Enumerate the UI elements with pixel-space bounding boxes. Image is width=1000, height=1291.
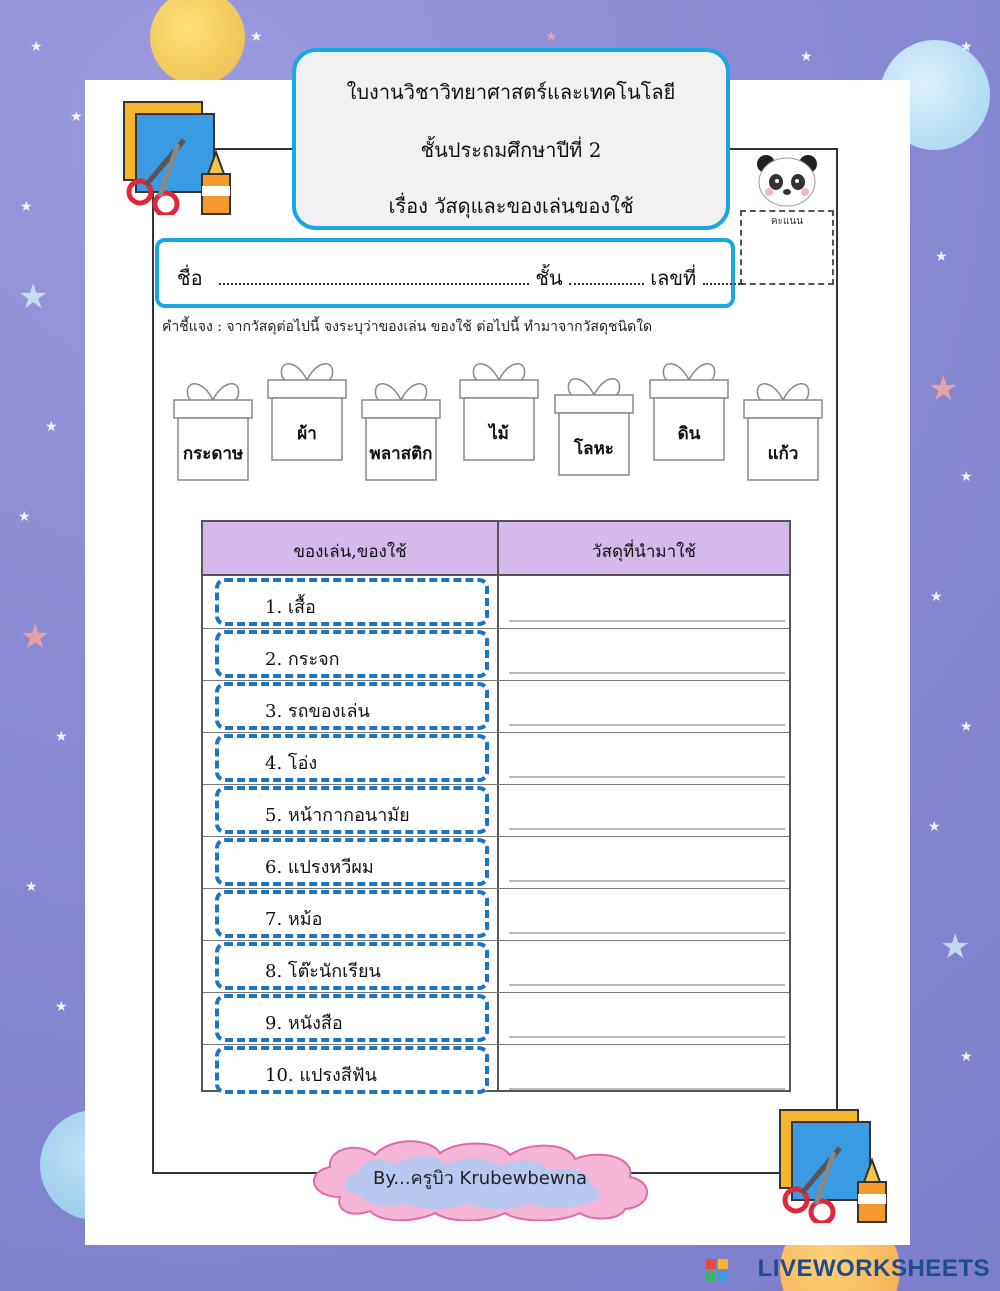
item-label: 5. หน้ากากอนามัย: [265, 805, 410, 826]
material-label: แก้ว: [767, 444, 799, 464]
table-row-item[interactable]: [215, 890, 489, 938]
lesson-topic: เรื่อง วัสดุและของเล่นของใช้: [388, 194, 634, 218]
item-label: 7. หม้อ: [265, 909, 323, 930]
answer-line[interactable]: [509, 828, 785, 830]
panda-icon: [752, 152, 822, 207]
class-field[interactable]: [569, 267, 644, 285]
star-icon: ★: [960, 469, 973, 485]
item-label: 3. รถของเล่น: [265, 701, 370, 722]
answer-line[interactable]: [509, 1088, 785, 1090]
material-label: กระดาษ: [182, 444, 244, 464]
material-label: ผ้า: [297, 424, 317, 444]
star-icon: ★: [960, 39, 973, 55]
score-box: [740, 210, 834, 285]
item-label: 10. แปรงสีฟัน: [265, 1065, 377, 1086]
score-label: คะแนน: [770, 216, 804, 227]
name-box: [155, 238, 735, 308]
material-label: ไม้: [489, 424, 509, 444]
name-row: [177, 262, 743, 294]
table-row-item[interactable]: [215, 682, 489, 730]
answer-line[interactable]: [509, 724, 785, 726]
row-divider: [203, 628, 789, 629]
row-divider: [203, 1044, 789, 1045]
gift-box-icon: [360, 370, 442, 500]
instruction-text: คำชี้แจง : จากวัสดุต่อไปนี้ จงระบุว่าของเล่น ของใช้ ต่อไปนี้ ทำมาจากวัสดุชนิดใด: [162, 319, 653, 335]
scissors-glue-icon: [778, 1108, 893, 1223]
star-icon: ★: [928, 819, 941, 835]
item-label: 1. เสื้อ: [265, 597, 316, 618]
table-row-item[interactable]: [215, 942, 489, 990]
material-box: [360, 370, 442, 500]
item-label: 2. กระจก: [265, 649, 340, 670]
yellow-planet: [150, 0, 245, 85]
star-icon: ★: [960, 719, 973, 735]
item-label: 8. โต๊ะนักเรียน: [265, 961, 381, 982]
star-icon: ★: [55, 999, 68, 1015]
star-icon: ★: [20, 199, 33, 215]
brand-wordmark[interactable]: LIVEWORKSHEETS: [757, 1255, 990, 1282]
table-row-item[interactable]: [215, 578, 489, 626]
table-header: [203, 522, 789, 576]
star-icon: ★: [70, 109, 83, 125]
gift-box-icon: [458, 350, 540, 480]
row-divider: [203, 940, 789, 941]
number-label: เลขที่: [650, 266, 697, 290]
star-icon: ★: [18, 509, 31, 525]
star-icon: ★: [250, 29, 263, 45]
star-icon: ★: [45, 419, 58, 435]
name-label: ชื่อ: [177, 266, 203, 290]
row-divider: [203, 784, 789, 785]
answer-line[interactable]: [509, 776, 785, 778]
gift-box-icon: [553, 365, 635, 495]
star-icon: ★: [930, 589, 943, 605]
material-box: [458, 350, 540, 480]
item-label: 6. แปรงหวีผม: [265, 857, 374, 878]
scissors-glue-icon: [122, 100, 237, 215]
table-row-item[interactable]: [215, 630, 489, 678]
gift-box-icon: [266, 350, 348, 480]
row-divider: [203, 732, 789, 733]
answer-line[interactable]: [509, 984, 785, 986]
gift-box-icon: [742, 370, 824, 500]
item-label: 4. โอ่ง: [265, 753, 318, 774]
star-icon: ★: [800, 49, 813, 65]
title-box: [292, 48, 730, 230]
credit-text: By...ครูบิว Krubewbewna: [372, 1168, 588, 1189]
material-label: ดิน: [677, 424, 701, 444]
item-label: 9. หนังสือ: [265, 1013, 343, 1034]
answer-line[interactable]: [509, 1036, 785, 1038]
answer-line[interactable]: [509, 672, 785, 674]
star-icon: ★: [545, 29, 558, 45]
grade-level: ชั้นประถมศึกษาปีที่ 2: [420, 138, 602, 162]
star-icon: ★: [928, 369, 959, 409]
star-icon: ★: [960, 1049, 973, 1065]
row-divider: [203, 836, 789, 837]
material-box: [553, 365, 635, 495]
name-field[interactable]: [219, 267, 529, 285]
material-box: [266, 350, 348, 480]
column-header-items: ของเล่น,ของใช้: [293, 542, 407, 562]
table-row-item[interactable]: [215, 1046, 489, 1094]
star-icon: ★: [18, 277, 49, 317]
row-divider: [203, 888, 789, 889]
row-divider: [203, 992, 789, 993]
star-icon: ★: [940, 927, 971, 967]
answer-line[interactable]: [509, 932, 785, 934]
row-divider: [203, 680, 789, 681]
column-header-materials: วัสดุที่นำมาใช้: [592, 542, 696, 562]
column-divider: [497, 522, 499, 1090]
liveworksheets-logo-icon: [706, 1259, 728, 1281]
material-box: [648, 350, 730, 480]
material-label: โลหะ: [574, 439, 614, 459]
star-icon: ★: [20, 617, 51, 657]
star-icon: ★: [935, 249, 948, 265]
star-icon: ★: [30, 39, 43, 55]
answer-line[interactable]: [509, 620, 785, 622]
material-label: พลาสติก: [369, 444, 433, 464]
gift-box-icon: [648, 350, 730, 480]
class-label: ชั้น: [535, 266, 563, 290]
table-row-item[interactable]: [215, 734, 489, 782]
material-box: [172, 370, 254, 500]
answer-table: [201, 520, 791, 1092]
material-box: [742, 370, 824, 500]
star-icon: ★: [55, 729, 68, 745]
table-row-item[interactable]: [215, 838, 489, 886]
table-row-item[interactable]: [215, 786, 489, 834]
star-icon: ★: [25, 879, 38, 895]
answer-line[interactable]: [509, 880, 785, 882]
number-field[interactable]: [703, 267, 743, 285]
worksheet-title: ใบงานวิชาวิทยาศาสตร์และเทคโนโลยี: [346, 80, 676, 104]
table-row-item[interactable]: [215, 994, 489, 1042]
gift-box-icon: [172, 370, 254, 500]
